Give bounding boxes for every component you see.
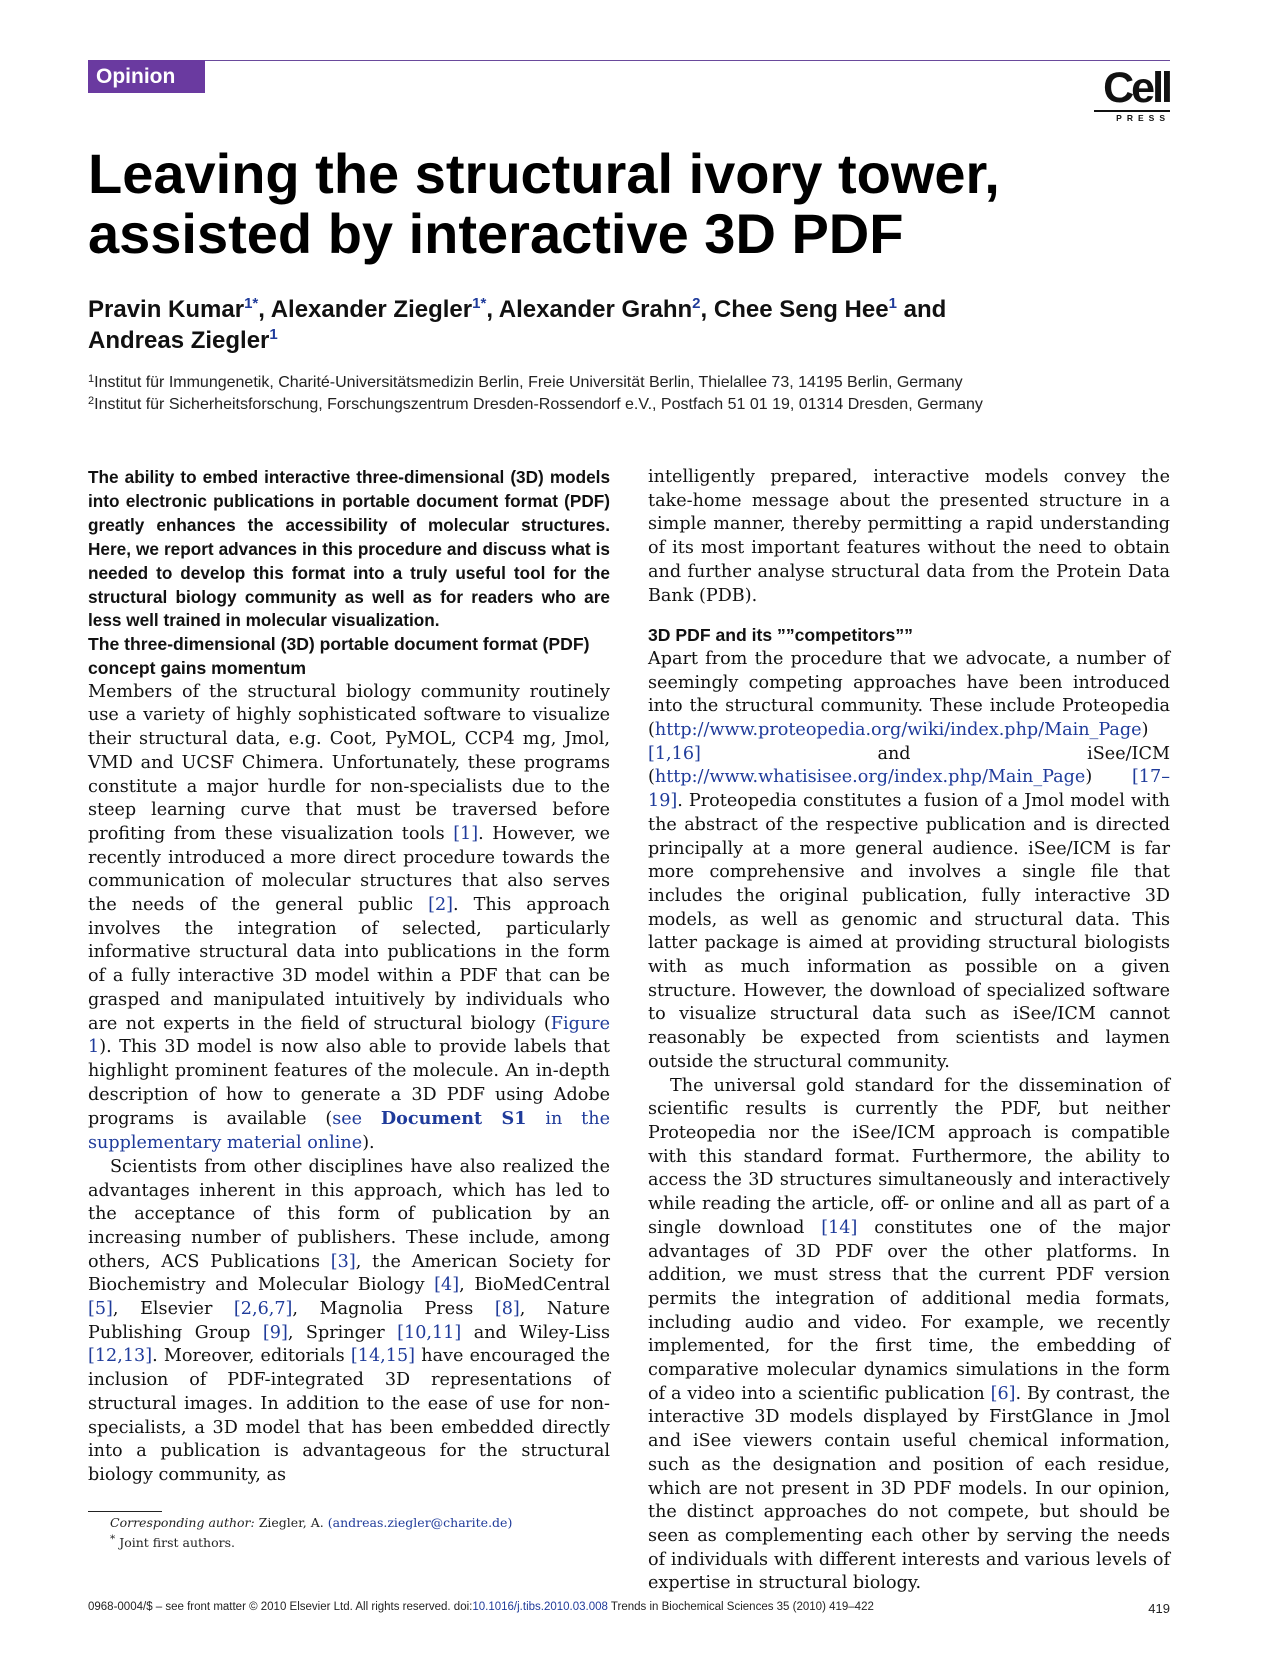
citation-link[interactable]: [17–19] — [648, 767, 1170, 812]
article-title: Leaving the structural ivory tower, assisted by interactive 3D PDF — [88, 142, 1000, 265]
header-rule — [88, 60, 1170, 61]
logo-main-text: Cell — [1103, 64, 1170, 112]
article-type-badge: Opinion — [88, 60, 205, 93]
paragraph-competitors: Apart from the procedure that we advocate, a number of seemingly competing approaches have been introduced into the structural community. These include Proteopedia (http://www.proteopedia.org/wiki/index.php/Main_Page) [1,16] and iSee/ICM (http://www.whatisisee.org/index.php/Main_Page) [17–19]. Proteopedia constitutes a fusion of a Jmol model with the abstract of the respective publication and is directed principally at a more general audience. iSee/ICM is far more comprehensive and involves a single file that includes the original publication, fully interactive 3D models, as well as genomic and structural data. This latter package is aimed at providing structural biologists with as much information as possible on a given structure. However, the download of specialized software to visualize structural data such as iSee/ICM cannot reasonably be expected from scientists and laymen outside the structural community. — [648, 648, 1170, 1072]
section-heading-concept: The three-dimensional (3D) portable document format (PDF) concept gains momentum — [88, 634, 590, 679]
citation-link[interactable]: [2] — [428, 895, 453, 916]
joint-authors-note: * Joint first authors. — [110, 1533, 235, 1551]
citation-link[interactable]: [9] — [262, 1322, 288, 1343]
figure-link[interactable]: Figure 1 — [88, 1013, 610, 1058]
page-number: 419 — [1148, 1601, 1170, 1616]
citation-link[interactable]: [14] — [821, 1217, 858, 1238]
footnotes — [110, 1514, 512, 1551]
url-link[interactable]: http://www.whatisisee.org/index.php/Main_Page — [654, 767, 1086, 788]
citation-link[interactable]: [1,16] — [648, 743, 701, 764]
cell-press-logo — [1090, 66, 1170, 123]
citation-link[interactable]: [3] — [330, 1251, 356, 1272]
author-4: Chee Seng Hee$^1$ and — [713, 295, 947, 323]
paragraph-gold-standard: The universal gold standard for the dissemination of scientific results is currently the PDF, but neither Proteopedia nor the iSee/ICM approach is compatible with this standard format. Furthermore, the ability to access the 3D structures simultaneously and interactively while reading the article, off- or online and all as part of a single download [14] constitutes one of the major advantages of 3D PDF over the other platforms. In addition, we must stress that the current PDF version permits the integration of additional media formats, including audio and video. For example, we recently implemented, for the first time, the embedding of comparative molecular dynamics simulations in the form of a video into a scientific publication [6]. By contrast, the interactive 3D models displayed by FirstGlance in Jmol and iSee viewers contain useful chemical information, such as the designation and position of each residue, which are not present in 3D PDF models. In our opinion, the distinct approaches do not compete, but should be seen as complementing each other by serving the needs of individuals with different interests and various levels of expertise in structural biology. — [648, 1075, 1170, 1594]
citation-link[interactable]: [1] — [453, 823, 479, 844]
affiliations — [88, 372, 1198, 416]
citation-link[interactable]: [12,13] — [88, 1346, 153, 1367]
author-5: Andreas Ziegler$^1$ — [88, 326, 278, 354]
author-1: Pravin Kumar$^{1*}$, — [88, 295, 271, 323]
citation-link[interactable]: [14,15] — [350, 1346, 416, 1367]
citation-link[interactable]: [2,6,7] — [233, 1299, 293, 1320]
author-3: Alexander Grahn$^2$, — [498, 295, 714, 323]
citation-link[interactable]: [10,11] — [397, 1322, 462, 1343]
abstract: The ability to embed interactive three-dimensional (3D) models into electronic publications in portable document format (PDF) greatly enhances the accessibility of molecular structures. Here, we report advances in this procedure and discuss what is needed to develop this format into a truly useful tool for the structural biology community as well as for readers who are less well trained in molecular visualization. — [88, 467, 610, 631]
citation-link[interactable]: [8] — [494, 1299, 520, 1320]
affiliation-2: $^2$Institut für Sicherheitsforschung, Forschungszentrum Dresden-Rossendorf e.V., Postfach 51 01 19, 01314 Dresden, Germany — [88, 395, 983, 413]
url-link[interactable]: http://www.proteopedia.org/wiki/index.php/Main_Page — [654, 720, 1142, 741]
paragraph-publishers: Scientists from other disciplines have also realized the advantages inherent in this approach, which has led to the acceptance of this form of publication by an increasing number of publishers. These include, among others, ACS Publications [3], the American Society for Biochemistry and Molecular Biology [4], BioMedCentral [5], Elsevier [2,6,7], Magnolia Press [8], Nature Publishing Group [9], Springer [10,11] and Wiley-Liss [12,13]. Moreover, editorials [14,15] have encouraged the inclusion of PDF-integrated 3D representations of structural images. In addition to the ease of use for non-specialists, a 3D model that has been embedded directly into a publication is advantageous for the structural biology community, as — [88, 1156, 611, 1485]
logo-sub-text: PRESS — [1094, 110, 1170, 123]
corresponding-author-note: Corresponding author: Ziegler, A. (andreas.ziegler@charite.de) — [110, 1515, 513, 1530]
section-heading-competitors: 3D PDF and its ””competitors”” — [648, 625, 913, 646]
doi-link[interactable]: 10.1016/j.tibs.2010.03.008 — [472, 1601, 608, 1613]
citation-link[interactable]: [4] — [434, 1275, 460, 1296]
page-footer: 0968-0004/$ – see front matter © 2010 Elsevier Ltd. All rights reserved. doi:10.1016/j.tibs.2010.03.008 Trends in Biochemical Sciences 35 (2010) 419–422 419 — [88, 1601, 1170, 1616]
supplementary-link[interactable]: see Document S1 in the supplementary material online — [88, 1108, 610, 1154]
author-list — [88, 294, 1178, 356]
citation-link[interactable]: [6] — [990, 1383, 1016, 1404]
email-link[interactable]: (andreas.ziegler@charite.de) — [327, 1515, 513, 1530]
paragraph-intro: Members of the structural biology community routinely use a variety of highly sophisticated software to visualize their structural data, e.g. Coot, PyMOL, CCP4 mg, Jmol, VMD and UCSF Chimera. Unfortunately, these programs constitute a major hurdle for non-specialists due to the steep learning curve that must be traversed before profiting from these visualization tools [1]. However, we recently introduced a more direct procedure towards the communication of molecular structures that also serves the needs of the general public [2]. This approach involves the integration of selected, particularly informative structural data into publications in the form of a fully interactive 3D model within a PDF that can be grasped and manipulated intuitively by individuals who are not experts in the field of structural biology (Figure 1). This 3D model is now also able to provide labels that highlight prominent features of the molecule. An in-depth description of how to generate a 3D PDF using Adobe programs is available (see Document S1 in the supplementary material online). — [88, 681, 610, 1154]
affiliation-1: $^1$Institut für Immungenetik, Charité-Universitätsmedizin Berlin, Freie Universität Berlin, Thielallee 73, 14195 Berlin, Germany — [88, 373, 963, 391]
citation-link[interactable]: [5] — [88, 1299, 113, 1320]
author-2: Alexander Ziegler$^{1*}$, — [270, 295, 499, 323]
footnote-rule — [88, 1511, 162, 1512]
paragraph-continued: intelligently prepared, interactive models convey the take-home message about the presented structure in a simple manner, thereby permitting a rapid understanding of its most important features without the need to obtain and further analyse structural data from the Protein Data Bank (PDB). — [648, 467, 1170, 606]
right-column — [648, 466, 1170, 1596]
left-column — [88, 466, 610, 1488]
